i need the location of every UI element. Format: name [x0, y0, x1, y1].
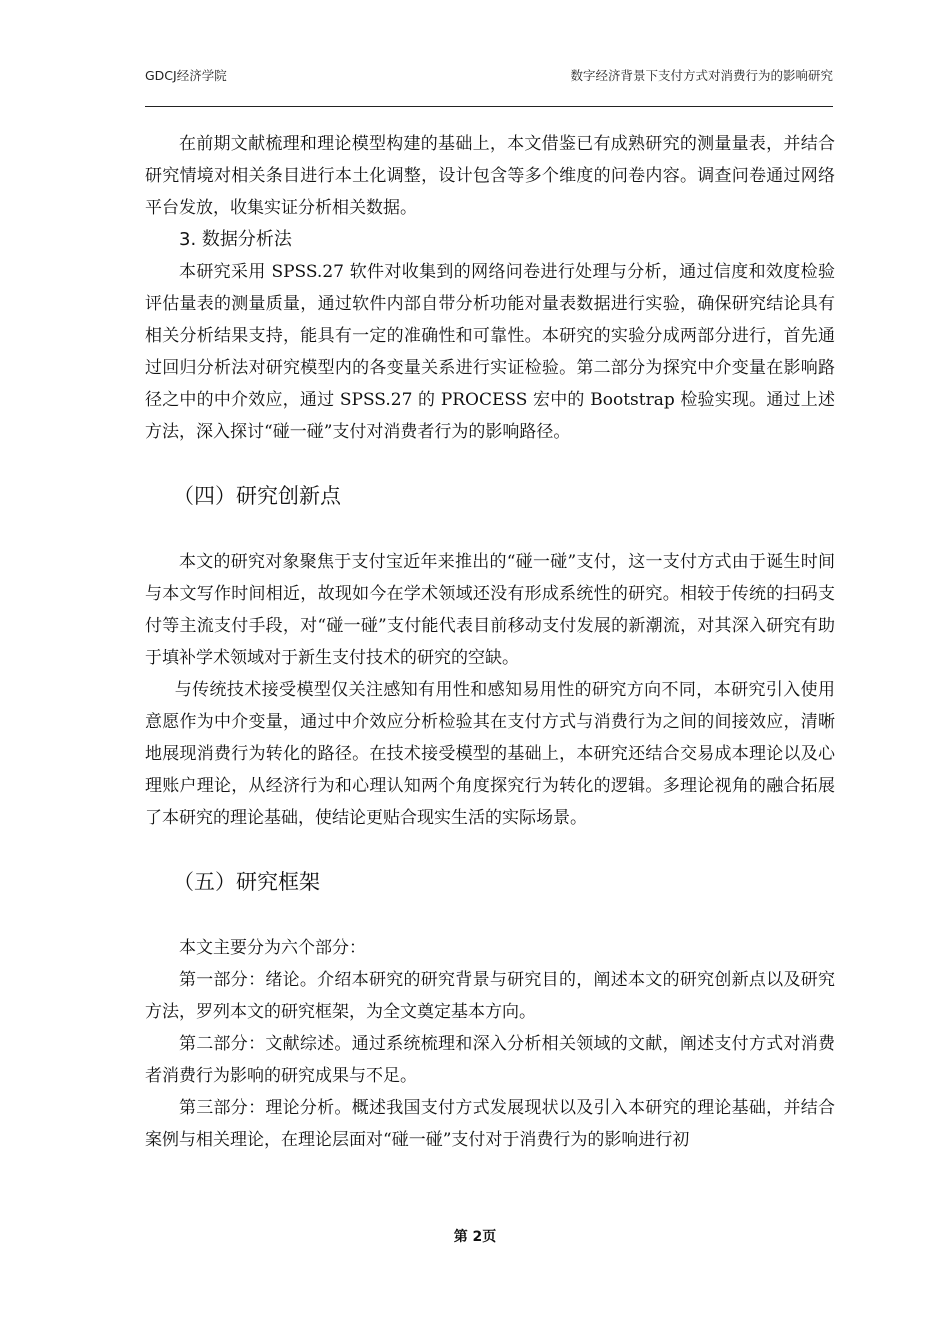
paragraph-part-three: 第三部分：理论分析。概述我国支付方式发展现状以及引入本研究的理论基础，并结合案例与相关理论，在理论层面对“碰一碰”支付对于消费行为的影响进行初	[145, 1098, 835, 1150]
document-body	[145, 128, 835, 1156]
page-header	[145, 66, 833, 86]
paragraph-data-analysis: 本研究采用 SPSS.27 软件对收集到的网络问卷进行处理与分析，通过信度和效度检验评估量表的测量质量，通过软件内部自带分析功能对量表数据进行实验，确保研究结论具有相关分析结果支持，能具有一定的准确性和可靠性。本研究的实验分成两部分进行，首先通过回归分析法对研究模型内的各变量关系进行实证检验。第二部分为探究中介变量在影响路径之中的中介效应，通过 SPSS.27 的 PROCESS 宏中的 Bootstrap 检验实现。通过上述方法，深入探讨“碰一碰”支付对消费者行为的影响路径。	[145, 262, 835, 442]
paragraph-part-two: 第二部分：文献综述。通过系统梳理和深入分析相关领域的文献，阐述支付方式对消费者消费行为影响的研究成果与不足。	[145, 1034, 835, 1086]
header-school: GDCJ经济学院	[145, 68, 227, 83]
page-number: 第 2页	[453, 1229, 497, 1245]
paragraph-innovation-1: 本文的研究对象聚焦于支付宝近年来推出的“碰一碰”支付，这一支付方式由于诞生时间与本文写作时间相近，故现如今在学术领域还没有形成系统性的研究。相较于传统的扫码支付等主流支付手段，对“碰一碰”支付能代表目前移动支付发展的新潮流，对其深入研究有助于填补学术领域对于新生支付技术的研究的空缺。	[145, 552, 835, 668]
paragraph-survey-design: 在前期文献梳理和理论模型构建的基础上，本文借鉴已有成熟研究的测量量表，并结合研究情境对相关条目进行本土化调整，设计包含等多个维度的问卷内容。调查问卷通过网络平台发放，收集实证分析相关数据。	[145, 134, 835, 218]
header-thesis-title: 数字经济背景下支付方式对消费行为的影响研究	[570, 68, 833, 83]
paragraph-part-one: 第一部分：绪论。介绍本研究的研究背景与研究目的，阐述本文的研究创新点以及研究方法，罗列本文的研究框架，为全文奠定基本方向。	[145, 970, 835, 1022]
heading-framework: （五）研究框架	[173, 870, 320, 894]
paragraph-framework-intro: 本文主要分为六个部分：	[179, 938, 366, 958]
heading-innovation: （四）研究创新点	[173, 484, 341, 508]
paragraph-innovation-2: 与传统技术接受模型仅关注感知有用性和感知易用性的研究方向不同，本研究引入使用意愿作为中介变量，通过中介效应分析检验其在支付方式与消费行为之间的间接效应，清晰地展现消费行为转化的路径。在技术接受模型的基础上，本研究还结合交易成本理论以及心理账户理论，从经济行为和心理认知两个角度探究行为转化的逻辑。多理论视角的融合拓展了本研究的理论基础，使结论更贴合现实生活的实际场景。	[145, 680, 835, 828]
header-divider	[145, 106, 833, 107]
heading-data-analysis: 3. 数据分析法	[179, 229, 292, 250]
